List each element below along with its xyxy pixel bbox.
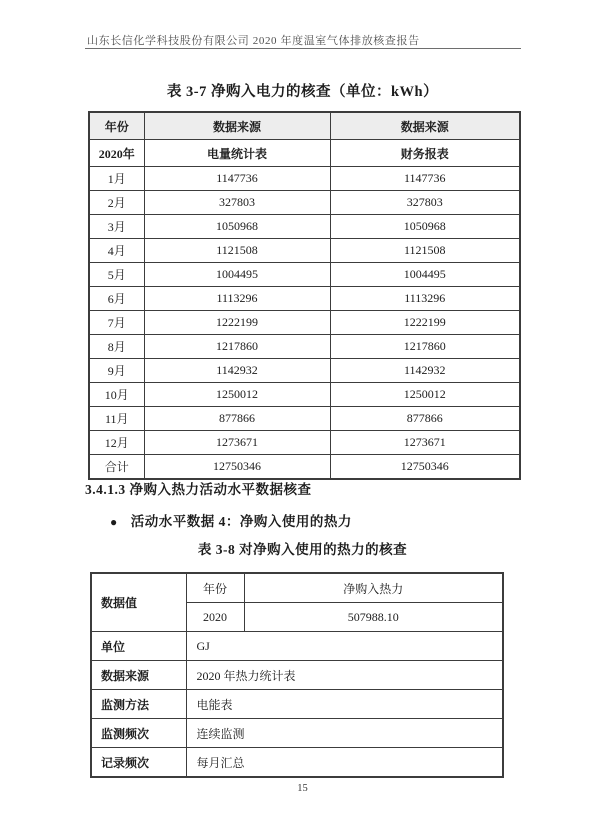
- row-label: 单位: [91, 632, 186, 661]
- cell-month: 10月: [89, 383, 144, 407]
- table-row: [89, 359, 520, 383]
- table-row: [89, 407, 520, 431]
- data-value-label: 数据值: [91, 573, 186, 632]
- table-row: [89, 431, 520, 455]
- cell-month: 8月: [89, 335, 144, 359]
- subheader-meter-stats: 电量统计表: [144, 140, 330, 167]
- column-header-source-1: 数据来源: [144, 112, 330, 140]
- electricity-table: [88, 111, 521, 480]
- table-row: [89, 191, 520, 215]
- bullet-item: [110, 510, 352, 530]
- heat-header-row: [91, 573, 503, 603]
- cell-total-meter: 12750346: [144, 455, 330, 480]
- table-row-monitor-method: [91, 690, 503, 719]
- row-value: 电能表: [186, 690, 503, 719]
- cell-meter-value: 877866: [144, 407, 330, 431]
- row-label: 数据来源: [91, 661, 186, 690]
- cell-finance-value: 1004495: [330, 263, 520, 287]
- row-label: 监测方法: [91, 690, 186, 719]
- cell-month: 3月: [89, 215, 144, 239]
- heat-header: 净购入热力: [244, 573, 503, 603]
- cell-meter-value: 1050968: [144, 215, 330, 239]
- cell-meter-value: 1222199: [144, 311, 330, 335]
- cell-month: 9月: [89, 359, 144, 383]
- document-header-title: 山东长信化学科技股份有限公司 2020 年度温室气体排放核查报告: [87, 35, 420, 47]
- cell-finance-value: 1147736: [330, 167, 520, 191]
- cell-month: 7月: [89, 311, 144, 335]
- cell-meter-value: 327803: [144, 191, 330, 215]
- table-row: [89, 311, 520, 335]
- cell-finance-value: 327803: [330, 191, 520, 215]
- cell-finance-value: 1121508: [330, 239, 520, 263]
- column-header-year: 年份: [89, 112, 144, 140]
- table-row-unit: [91, 632, 503, 661]
- cell-month: 12月: [89, 431, 144, 455]
- cell-month: 4月: [89, 239, 144, 263]
- cell-meter-value: 1147736: [144, 167, 330, 191]
- section-heading: 3.4.1.3 净购入热力活动水平数据核查: [85, 482, 312, 497]
- year-header: 年份: [186, 573, 244, 603]
- electricity-table-title: 表 3-7 净购入电力的核查（单位：kWh）: [166, 84, 439, 100]
- row-value: 每月汇总: [186, 748, 503, 778]
- table-row: [89, 287, 520, 311]
- table-row: [89, 335, 520, 359]
- cell-finance-value: 1113296: [330, 287, 520, 311]
- cell-finance-value: 877866: [330, 407, 520, 431]
- cell-total-label: 合计: [89, 455, 144, 480]
- row-label: 记录频次: [91, 748, 186, 778]
- bullet-text: 活动水平数据 4：净购入使用的热力: [130, 514, 352, 529]
- cell-finance-value: 1217860: [330, 335, 520, 359]
- heat-table: [90, 572, 504, 778]
- cell-meter-value: 1273671: [144, 431, 330, 455]
- header-divider: [85, 48, 521, 49]
- row-value: 连续监测: [186, 719, 503, 748]
- row-value: 2020 年热力统计表: [186, 661, 503, 690]
- cell-month: 11月: [89, 407, 144, 431]
- cell-meter-value: 1113296: [144, 287, 330, 311]
- table-row: [89, 239, 520, 263]
- table-row: [89, 215, 520, 239]
- cell-finance-value: 1250012: [330, 383, 520, 407]
- cell-meter-value: 1250012: [144, 383, 330, 407]
- table-row: [89, 167, 520, 191]
- row-value: GJ: [186, 632, 503, 661]
- cell-total-finance: 12750346: [330, 455, 520, 480]
- row-label: 监测频次: [91, 719, 186, 748]
- table-row-record-frequency: [91, 748, 503, 778]
- cell-finance-value: 1273671: [330, 431, 520, 455]
- cell-month: 1月: [89, 167, 144, 191]
- column-header-source-2: 数据来源: [330, 112, 520, 140]
- table-row-total: [89, 455, 520, 480]
- cell-meter-value: 1142932: [144, 359, 330, 383]
- table-row: [89, 263, 520, 287]
- year-value: 2020: [186, 603, 244, 632]
- cell-month: 5月: [89, 263, 144, 287]
- table-row: [89, 383, 520, 407]
- cell-finance-value: 1222199: [330, 311, 520, 335]
- heat-value: 507988.10: [244, 603, 503, 632]
- table-row-data-source: [91, 661, 503, 690]
- bullet-icon: ●: [110, 515, 118, 529]
- subheader-finance-report: 财务报表: [330, 140, 520, 167]
- table-subheader-row: [89, 140, 520, 167]
- cell-meter-value: 1004495: [144, 263, 330, 287]
- cell-meter-value: 1121508: [144, 239, 330, 263]
- table-row-monitor-frequency: [91, 719, 503, 748]
- subheader-year: 2020年: [89, 140, 144, 167]
- heat-table-title: 表 3-8 对净购入使用的热力的核查: [197, 542, 408, 557]
- table-header-row: [89, 112, 520, 140]
- cell-finance-value: 1142932: [330, 359, 520, 383]
- cell-meter-value: 1217860: [144, 335, 330, 359]
- cell-month: 6月: [89, 287, 144, 311]
- page-number: 15: [297, 783, 308, 794]
- cell-month: 2月: [89, 191, 144, 215]
- cell-finance-value: 1050968: [330, 215, 520, 239]
